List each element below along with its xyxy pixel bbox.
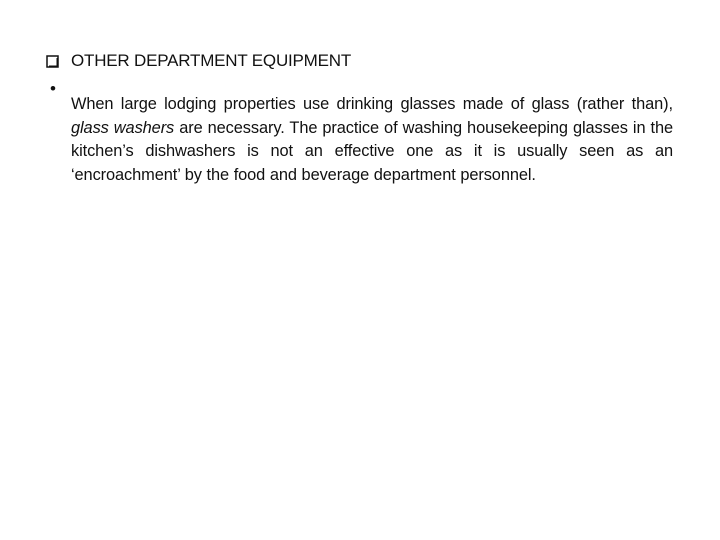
heading-text: OTHER DEPARTMENT EQUIPMENT	[71, 51, 352, 70]
bullet-paragraph	[71, 93, 673, 187]
section-heading	[46, 49, 686, 73]
emphasized-text: glass washers	[71, 118, 175, 137]
bullet-marker: •	[50, 79, 56, 98]
checkbox-icon	[46, 55, 59, 68]
paragraph-text-before-emphasis: When large lodging properties use drinking glasses made of glass (rather than),	[71, 95, 673, 114]
paragraph-text-after-emphasis: are necessary. The practice of washing housekeeping glasses in the kitchen’s dishwashers is not an effective one as it is usually seen as an ‘encroachment’ by the food and beverage department personnel.	[71, 118, 673, 184]
